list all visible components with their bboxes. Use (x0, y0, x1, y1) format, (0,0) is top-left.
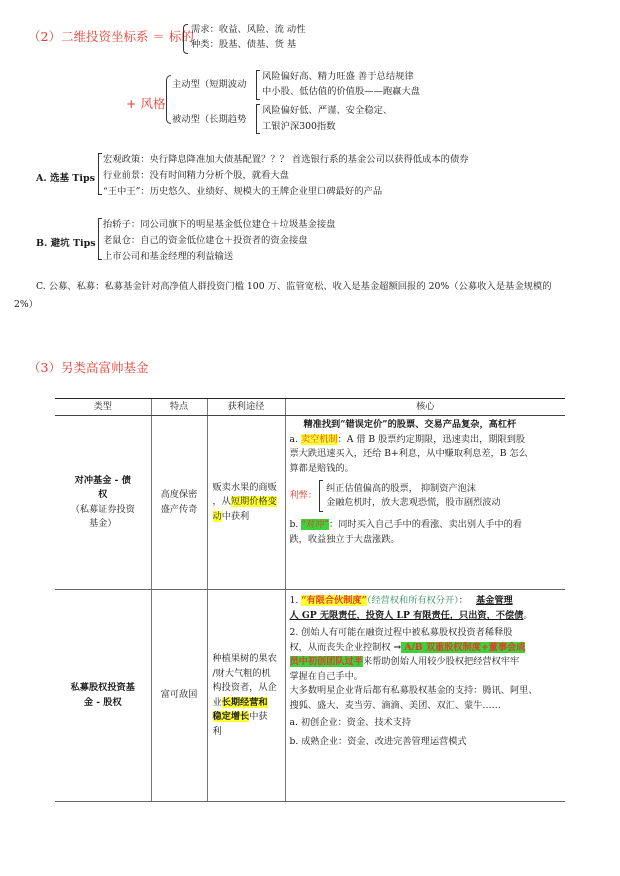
pe-feature: 富可敌国 (160, 689, 198, 701)
pe-feature-cell (151, 590, 207, 802)
brace-target (183, 24, 188, 54)
pe-type-cell (55, 590, 151, 802)
tips-c-line-1: C. 公募、私募：私募基金针对高净值人群投资门槛 100 万、监管宽松、收入是基金超额回报的 20%（公募收入是基金规模的 (36, 281, 552, 292)
plus-style-label: + 风格 (126, 96, 166, 111)
hedge-feature-2: 盛产传奇 (160, 503, 198, 515)
tips-b-2: 老鼠仓：自己的资金低位建仓＋投资者的资金接盘 (103, 235, 308, 246)
pe-c2-4: 掌握在自己手中。 (289, 670, 363, 682)
demand-text: 需求：收益、风险、流 动性 (191, 24, 306, 35)
passive-type: 被动型（长期趋势 (172, 114, 247, 125)
section3-title: （3）另类高富帅基金 (28, 360, 149, 375)
tips-a-label: A. 选基 Tips (36, 173, 95, 184)
pe-c1-ul-1: 基金管理 (475, 595, 513, 606)
hedge-type-3: （私募证券投资 (70, 503, 135, 515)
header-profit: 获利途径 (207, 399, 285, 416)
pe-profit-3: 构投资者，从企 (212, 682, 277, 693)
hedge-core-a-3: 算都是赔钱的。 (289, 462, 354, 474)
hedge-hedging: “对冲” (301, 519, 330, 530)
active-line-2: 中小股、低估值的价值股——跑赢大盘 (262, 86, 421, 97)
bracket-tips-a (98, 153, 102, 195)
hedge-type-cell (55, 416, 151, 590)
pe-c5: b. 成熟企业：资金、改进完善管理运营模式 (289, 735, 467, 747)
hedge-profit-3a: 动 (212, 510, 222, 522)
bracket-active (256, 70, 260, 100)
hedge-profit-1: 贩卖水果的商贩 (212, 481, 277, 493)
pe-type-2: 金 - 股权 (83, 696, 122, 708)
hedge-feature-cell (151, 416, 207, 590)
passive-line-2: 工银沪深300指数 (262, 121, 336, 132)
kind-text: 种类：股基、债基、货 基 (191, 39, 297, 50)
pe-profit-6: 利 (212, 725, 222, 737)
hedge-core-b-1: ：同时买入自己手中的看涨、卖出别人手中的看 (329, 519, 522, 530)
bracket-passive (256, 104, 260, 134)
tips-a-1: 宏观政策：央行降息降准加大债基配置？？？ 首选银行系的基金公司以获得低成本的债券 (103, 154, 469, 165)
section2-title: （2）二维投资坐标系 ＝ 标的 (28, 29, 194, 44)
hedge-core-title: 精准找到“错误定价”的股票、交易产品复杂，高杠杆 (303, 419, 517, 430)
pe-c2-3a: 员中初创团队过半 (289, 656, 363, 667)
hedge-type-4: 基金） (88, 518, 117, 529)
header-feature: 特点 (151, 399, 207, 416)
pe-c2-arrow: → (393, 641, 402, 653)
pe-c1-sep: ： (458, 595, 468, 606)
active-type: 主动型（短期波动 (172, 79, 247, 90)
hedge-drawback-1: 纠正估值偏高的股票， 抑制资产泡沫 (326, 482, 476, 494)
pe-c1-ul-2: 人 GP 无限责任，投资人 LP 有限责任，只出资，不偿债 (289, 609, 524, 621)
hedge-short-selling: 卖空机制 (300, 433, 338, 445)
hedge-core-b-2: 跌，收益独立于大盘涨跌。 (289, 533, 400, 545)
pe-c3-2: 搜狐、盛大、麦当劳、滴滴、美团、双汇、蒙牛…… (289, 699, 501, 711)
pe-profit-4a: 业 (212, 696, 222, 708)
pe-core-cell (285, 590, 565, 802)
hedge-type-2: 权 (98, 489, 108, 500)
tips-b-3: 上市公司和基金经理的利益输送 (103, 251, 234, 262)
tips-b-label: B. 避坑 Tips (36, 238, 96, 249)
pe-c2-1: 2. 创始人有可能在融资过程中被私募股权投资者稀释股 (289, 627, 513, 638)
passive-line-1: 风险偏好低、严谨、安全稳定、 (262, 105, 393, 116)
pe-profit-1: 种植果树的果农 (212, 653, 277, 664)
pe-c1-end: 。 (523, 609, 533, 621)
tips-b-1: 抬轿子：同公司旗下的明星基金低位建仓＋垃圾基金接盘 (103, 219, 336, 230)
hedge-profit-cell (207, 416, 285, 590)
pe-limited-partnership: “有限合伙制度” (301, 595, 367, 606)
hedge-core-cell (285, 416, 565, 590)
bracket-tips-b (98, 218, 102, 260)
hedge-core-b-pre: b. (289, 519, 302, 530)
pe-c1-pre: 1. (289, 595, 302, 606)
hedge-profit-2b: 短期价格变 (230, 496, 277, 508)
header-type: 类型 (55, 399, 151, 416)
hedge-drawback-label: 利弊： (289, 489, 318, 501)
table-row-hedge (55, 416, 565, 590)
tips-a-2: 行业前景：没有时间精力分析个股，就看大盘 (103, 170, 289, 181)
alt-funds-table (55, 398, 565, 802)
table-header-row (55, 399, 565, 416)
table-row-pe (55, 590, 565, 802)
hedge-core-a-2: 票大跌迅速买入，还给 B+利息，从中赚取利息差，B 怎么 (289, 448, 528, 459)
pe-profit-5b: 中获 (249, 711, 268, 722)
pe-c2-2a: 权，从而丧失企业控制权 (289, 641, 394, 653)
pe-c2-3b: 来帮助创始人用较少股权把经营权牢牢 (363, 656, 520, 667)
pe-c4: a. 初创企业：资金、技术支持 (289, 717, 412, 728)
hedge-profit-2a: ，从 (212, 496, 231, 508)
pe-profit-4b: 长期经营和 (221, 696, 268, 708)
pe-c1-green: （经营权和所有权分开） (366, 595, 459, 606)
hedge-profit-3b: 中获利 (221, 510, 250, 522)
tips-c-line-2: 2%） (14, 299, 39, 310)
pe-c2-2c: A/B 双重股权制度+董事会成 (401, 641, 526, 653)
hedge-core-a-pre: a. (289, 433, 301, 445)
hedge-drawback-2: 金融危机时，放大悲观恐慌，股市剧烈波动 (326, 497, 501, 508)
active-line-1: 风险偏好高、精力旺盛 善于总结规律 (262, 71, 414, 82)
hedge-type-1: 对冲基金 - 债 (74, 474, 131, 486)
pe-profit-5a: 稳定增长 (212, 711, 250, 722)
pe-profit-cell (207, 590, 285, 802)
pe-type-1: 私募股权投资基 (70, 682, 135, 693)
header-core: 核心 (285, 399, 565, 416)
hedge-core-a-1: ：A 借 B 股票约定期限，迅速卖出，期限到股 (337, 433, 526, 445)
brace-style (166, 75, 171, 124)
pe-profit-2: /财大气粗的机 (212, 667, 271, 679)
bracket-drawback (319, 480, 323, 512)
tips-a-3: “王中王”：历史悠久、业绩好、规模大的王牌企业里口碑最好的产品 (103, 186, 383, 197)
hedge-feature-1: 高度保密 (160, 489, 198, 500)
pe-c3-1: 大多数明星企业背后都有私募股权基金的支持：腾讯、阿里、 (289, 685, 538, 696)
